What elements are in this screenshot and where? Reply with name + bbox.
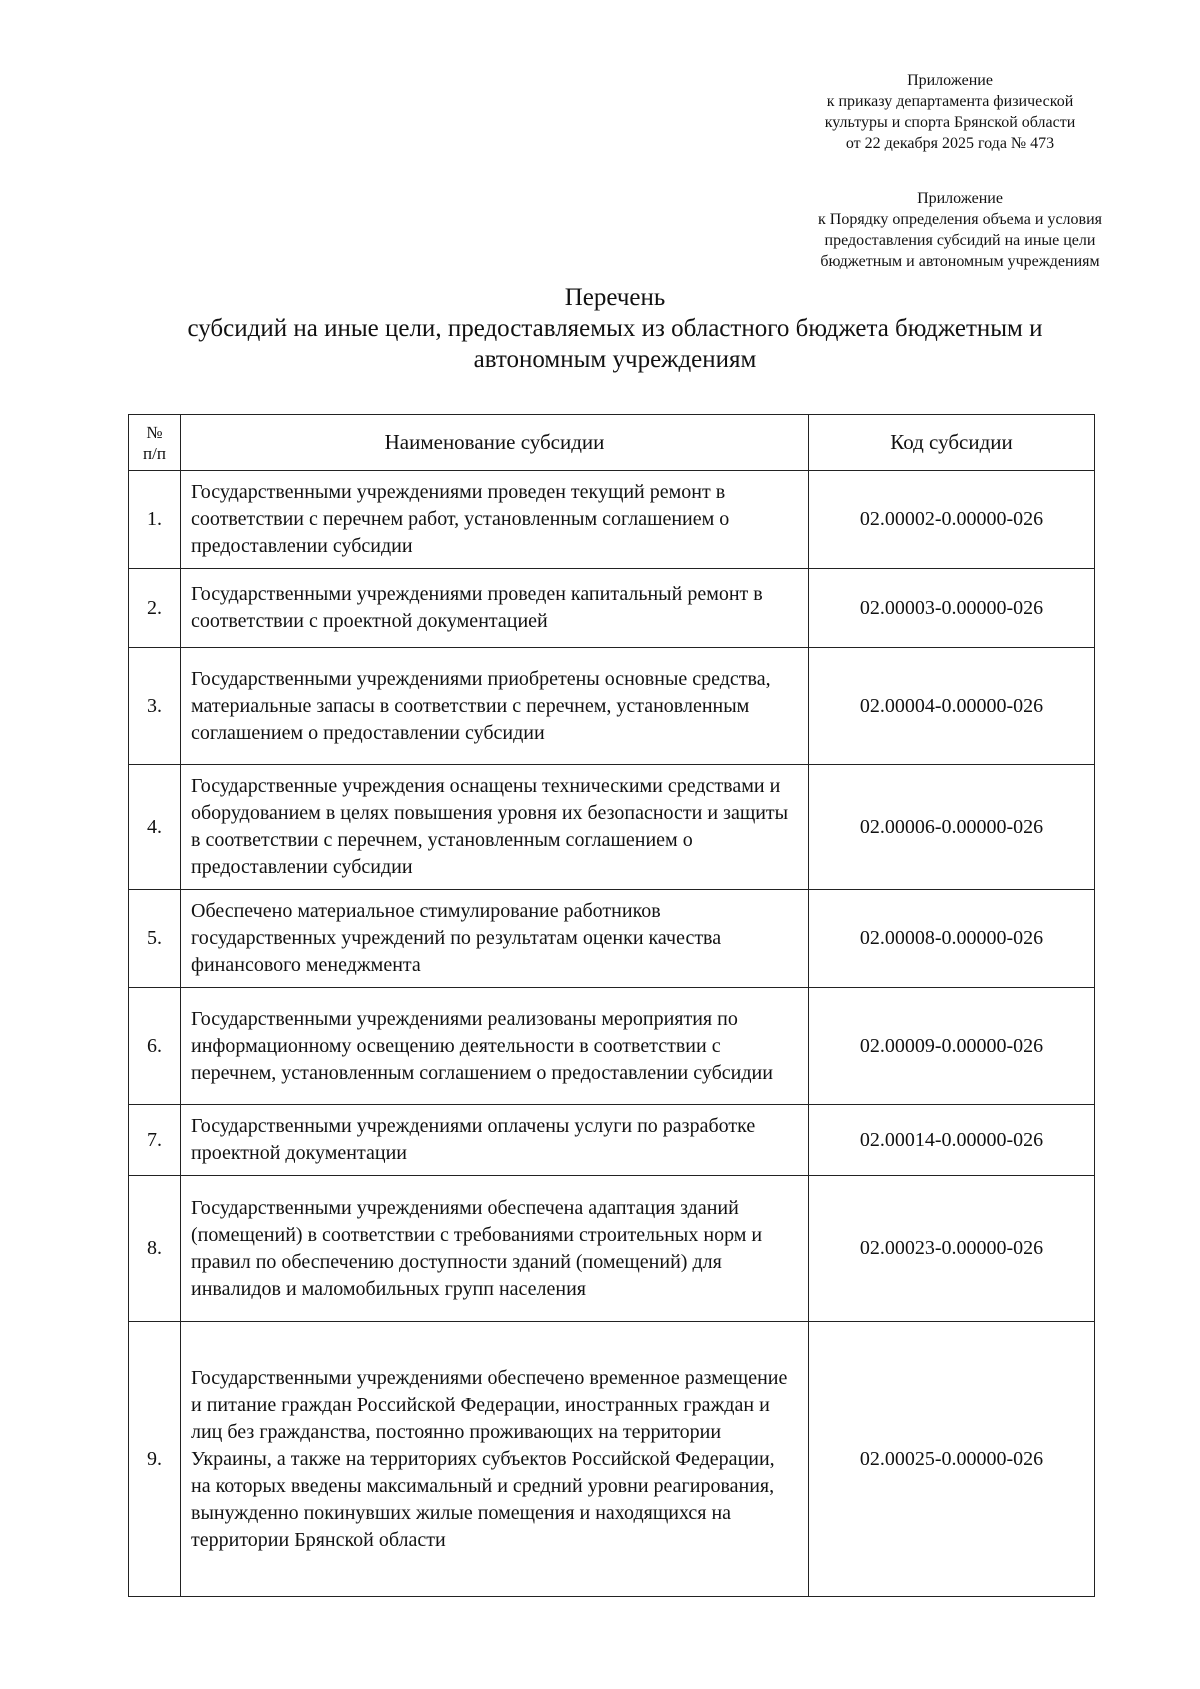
appendix-order-line: Приложение <box>907 72 993 89</box>
header-number-abbr: п/п <box>143 443 166 463</box>
row-code: 02.00009-0.00000-026 <box>809 988 1095 1105</box>
document-title <box>80 282 1150 375</box>
appendix-procedure-line: к Порядку определения объема и условия <box>818 211 1102 228</box>
appendix-procedure-line: предоставления субсидий на иные цели <box>824 232 1096 249</box>
table-header-row <box>129 415 1095 471</box>
row-number: 6. <box>129 988 181 1105</box>
row-number: 3. <box>129 648 181 765</box>
row-name: Обеспечено материальное стимулирование работников государственных учреждений по результатам оценки качества финансового менеджмента <box>181 890 809 988</box>
table-row <box>129 890 1095 988</box>
row-number: 8. <box>129 1176 181 1322</box>
table-row <box>129 1322 1095 1597</box>
header-number <box>129 415 181 471</box>
appendix-order-line: к приказу департамента физической <box>826 93 1074 110</box>
row-number: 4. <box>129 765 181 890</box>
row-name: Государственными учреждениями оплачены услуги по разработке проектной документации <box>181 1105 809 1176</box>
row-name: Государственными учреждениями проведен текущий ремонт в соответствии с перечнем работ, установленным соглашением о предоставлении субсидии <box>181 471 809 569</box>
table-row <box>129 569 1095 648</box>
row-name: Государственными учреждениями реализованы мероприятия по информационному освещению деятельности в соответствии с перечнем, установленным соглашением о предоставлении субсидии <box>181 988 809 1105</box>
appendix-procedure-line: бюджетным и автономным учреждениям <box>820 253 1100 270</box>
row-number: 7. <box>129 1105 181 1176</box>
row-number: 2. <box>129 569 181 648</box>
title-heading: Перечень <box>564 284 666 311</box>
table-row <box>129 1105 1095 1176</box>
row-name: Государственные учреждения оснащены техническими средствами и оборудованием в целях повышения уровня их безопасности и защиты в соответствии с перечнем, установленным соглашением о предоставлении субсидии <box>181 765 809 890</box>
table-row <box>129 988 1095 1105</box>
table-row <box>129 1176 1095 1322</box>
header-code: Код субсидии <box>809 415 1095 471</box>
row-name: Государственными учреждениями обеспечено временное размещение и питание граждан Российской Федерации, иностранных граждан и лиц без гражданства, постоянно проживающих на территории Украины, а также на территориях субъектов Российской Федерации, на которых введены максимальный и средний уровни реагирования, вынужденно покинувших жилые помещения и находящихся на территории Брянской области <box>181 1322 809 1597</box>
title-line: субсидий на иные цели, предоставляемых из областного бюджета бюджетным и <box>187 315 1043 342</box>
subsidies-table <box>128 414 1095 1597</box>
row-number: 1. <box>129 471 181 569</box>
row-code: 02.00008-0.00000-026 <box>809 890 1095 988</box>
table-row <box>129 648 1095 765</box>
appendix-order-line: от 22 декабря 2025 года № 473 <box>845 135 1055 152</box>
row-number: 5. <box>129 890 181 988</box>
row-name: Государственными учреждениями проведен капитальный ремонт в соответствии с проектной документацией <box>181 569 809 648</box>
row-code: 02.00023-0.00000-026 <box>809 1176 1095 1322</box>
row-code: 02.00006-0.00000-026 <box>809 765 1095 890</box>
row-name: Государственными учреждениями приобретены основные средства, материальные запасы в соответствии с перечнем, установленным соглашением о предоставлении субсидии <box>181 648 809 765</box>
row-name: Государственными учреждениями обеспечена адаптация зданий (помещений) в соответствии с требованиями строительных норм и правил по обеспечению доступности зданий (помещений) для инвалидов и маломобильных групп населения <box>181 1176 809 1322</box>
appendix-procedure-line: Приложение <box>917 190 1003 207</box>
table-row <box>129 765 1095 890</box>
header-name: Наименование субсидии <box>181 415 809 471</box>
appendix-order-line: культуры и спорта Брянской области <box>824 114 1076 131</box>
row-code: 02.00014-0.00000-026 <box>809 1105 1095 1176</box>
header-number-sign: № <box>146 422 163 442</box>
title-line: автономным учреждениям <box>473 346 757 373</box>
row-code: 02.00004-0.00000-026 <box>809 648 1095 765</box>
table-row <box>129 471 1095 569</box>
row-number: 9. <box>129 1322 181 1597</box>
appendix-procedure-block <box>750 188 1170 272</box>
row-code: 02.00002-0.00000-026 <box>809 471 1095 569</box>
appendix-order-block <box>770 70 1130 154</box>
row-code: 02.00025-0.00000-026 <box>809 1322 1095 1597</box>
row-code: 02.00003-0.00000-026 <box>809 569 1095 648</box>
